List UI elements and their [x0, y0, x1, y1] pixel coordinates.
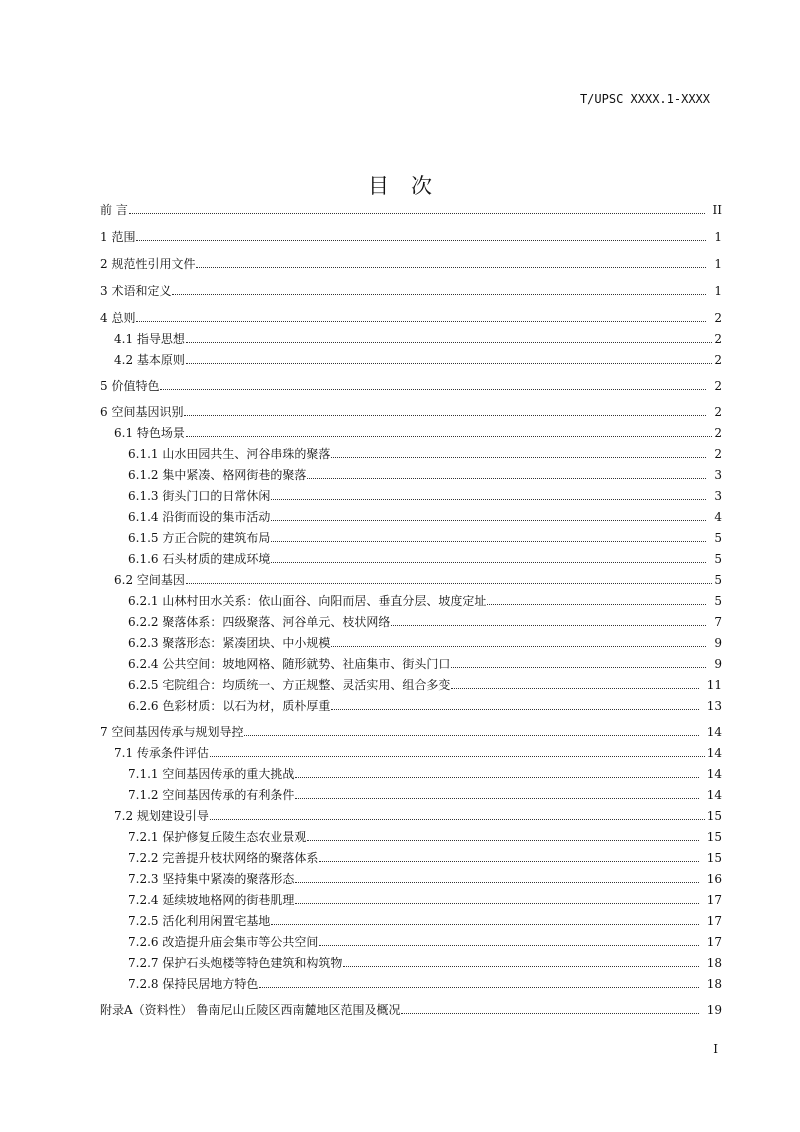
- toc-entry[interactable]: [128, 974, 722, 992]
- toc-entry[interactable]: [128, 911, 722, 929]
- toc-leader-dots: [307, 839, 698, 841]
- toc-entry[interactable]: [114, 423, 722, 441]
- toc-leader-dots: [319, 944, 698, 946]
- toc-entry-label: 7.2.6 改造提升庙会集市等公共空间: [128, 935, 319, 949]
- toc-entry[interactable]: [100, 308, 722, 326]
- toc-entry-label: 7.2.7 保护石头炮楼等特色建筑和构筑物: [128, 956, 343, 970]
- toc-leader-dots: [331, 645, 706, 647]
- toc-entry[interactable]: [128, 764, 722, 782]
- toc-entry-label: 5 价值特色: [100, 379, 160, 393]
- toc-entry-label: 6.1.5 方正合院的建筑布局: [128, 531, 271, 545]
- toc-leader-dots: [271, 923, 698, 925]
- toc-entry[interactable]: [114, 350, 722, 368]
- toc-entry-page: 4: [714, 510, 722, 524]
- toc-entry-label: 3 术语和定义: [100, 284, 172, 298]
- toc-leader-dots: [271, 561, 706, 563]
- toc-entry-page: 14: [706, 746, 722, 760]
- toc-entry[interactable]: [100, 722, 722, 740]
- toc-entry-page: 2: [714, 379, 722, 393]
- toc-entry-page: 15: [706, 830, 722, 844]
- toc-entry-page: 17: [706, 893, 722, 907]
- toc-entry-label: 6.2.1 山林村田水关系：依山面谷、向阳而居、垂直分层、坡度定址: [128, 594, 487, 608]
- toc-entry[interactable]: [114, 570, 722, 588]
- toc-title: 目次: [368, 174, 454, 198]
- toc-entry[interactable]: [100, 402, 722, 420]
- toc-entry-label: 6.1.4 沿街而设的集市活动: [128, 510, 271, 524]
- toc-entry-page: 15: [706, 809, 722, 823]
- toc-leader-dots: [271, 498, 706, 500]
- toc-leader-dots: [295, 902, 698, 904]
- toc-entry-label: 7.1.1 空间基因传承的重大挑战: [128, 767, 295, 781]
- toc-leader-dots: [160, 388, 706, 390]
- toc-entry[interactable]: [128, 654, 722, 672]
- toc-entry-page: 7: [714, 615, 722, 629]
- toc-entry[interactable]: [100, 376, 722, 394]
- toc-entry-page: 14: [706, 767, 722, 781]
- toc-entry-label: 6.1.6 石头材质的建成环境: [128, 552, 271, 566]
- toc-entry-page: 2: [714, 426, 722, 440]
- page-number: I: [713, 1042, 718, 1056]
- toc-leader-dots: [307, 477, 706, 479]
- toc-entry-label: 6.1.1 山水田园共生、河谷串珠的聚落: [128, 447, 331, 461]
- toc-leader-dots: [331, 456, 706, 458]
- toc-leader-dots: [319, 860, 698, 862]
- toc-entry-label: 前 言: [100, 203, 128, 217]
- toc-leader-dots: [186, 435, 712, 437]
- toc-leader-dots: [271, 519, 706, 521]
- toc-leader-dots: [186, 341, 712, 343]
- toc-leader-dots: [172, 293, 706, 295]
- toc-entry-label: 4 总则: [100, 311, 136, 325]
- toc-entry-page: 3: [714, 489, 722, 503]
- toc-entry[interactable]: [100, 1000, 722, 1018]
- toc-entry-page: 17: [706, 914, 722, 928]
- toc-entry[interactable]: [128, 612, 722, 630]
- toc-entry-page: 2: [714, 405, 722, 419]
- toc-entry-page: 1: [714, 230, 722, 244]
- toc-entry-label: 6.2.4 公共空间：坡地网格、随形就势、社庙集市、街头门口: [128, 657, 451, 671]
- toc-entry[interactable]: [100, 281, 722, 299]
- toc-entry[interactable]: [128, 444, 722, 462]
- toc-entry-label: 7.2.5 活化利用闲置宅基地: [128, 914, 271, 928]
- toc-entry[interactable]: [128, 953, 722, 971]
- toc-entry-page: 16: [706, 872, 722, 886]
- toc-entry-label: 6.2.3 聚落形态：紧凑团块、中小规模: [128, 636, 331, 650]
- toc-entry[interactable]: [128, 465, 722, 483]
- toc-entry-page: 18: [706, 977, 722, 991]
- toc-entry-page: 18: [706, 956, 722, 970]
- toc-leader-dots: [401, 1012, 698, 1014]
- toc-entry-page: 1: [714, 284, 722, 298]
- toc-entry-label: 1 范围: [100, 230, 136, 244]
- toc-entry[interactable]: [128, 507, 722, 525]
- toc-entry-label: 7 空间基因传承与规划导控: [100, 725, 244, 739]
- toc-entry-page: 2: [714, 311, 722, 325]
- toc-entry-page: II: [712, 203, 722, 217]
- toc-entry-label: 6 空间基因识别: [100, 405, 184, 419]
- toc-entry[interactable]: [128, 675, 722, 693]
- toc-entry[interactable]: [128, 528, 722, 546]
- toc-entry[interactable]: [128, 785, 722, 803]
- toc-entry-page: 5: [714, 552, 722, 566]
- toc-entry[interactable]: [128, 633, 722, 651]
- toc-entry-page: 13: [706, 699, 722, 713]
- toc-leader-dots: [184, 414, 706, 416]
- toc-entry[interactable]: [114, 806, 722, 824]
- toc-leader-dots: [391, 624, 706, 626]
- toc-entry[interactable]: [128, 848, 722, 866]
- toc-entry-label: 6.2.6 色彩材质：以石为材，质朴厚重: [128, 699, 331, 713]
- toc-leader-dots: [136, 239, 706, 241]
- toc-entry[interactable]: [128, 890, 722, 908]
- toc-entry[interactable]: [128, 486, 722, 504]
- toc-entry[interactable]: [128, 932, 722, 950]
- toc-entry-page: 3: [714, 468, 722, 482]
- toc-entry-label: 7.2.2 完善提升枝状网络的聚落体系: [128, 851, 319, 865]
- toc-leader-dots: [259, 986, 698, 988]
- toc-entry-page: 9: [714, 657, 722, 671]
- toc-entry[interactable]: [128, 591, 722, 609]
- toc-entry-page: 2: [714, 332, 722, 346]
- toc-entry-page: 5: [714, 594, 722, 608]
- toc-entry-page: 14: [706, 725, 722, 739]
- toc-entry-page: 9: [714, 636, 722, 650]
- toc-entry-label: 附录A（资料性） 鲁南尼山丘陵区西南麓地区范围及概况: [100, 1003, 401, 1017]
- toc-entry-label: 6.2 空间基因: [114, 573, 185, 587]
- toc-leader-dots: [186, 362, 712, 364]
- toc-entry[interactable]: [128, 869, 722, 887]
- toc-leader-dots: [331, 708, 698, 710]
- toc-entry[interactable]: [100, 227, 722, 245]
- toc-entry[interactable]: [100, 254, 722, 272]
- toc-leader-dots: [210, 755, 705, 757]
- toc-entry-label: 7.2.1 保护修复丘陵生态农业景观: [128, 830, 307, 844]
- toc-entry-page: 2: [714, 447, 722, 461]
- toc-entry-page: 14: [706, 788, 722, 802]
- toc-entry-label: 7.2.3 坚持集中紧凑的聚落形态: [128, 872, 295, 886]
- toc-entry[interactable]: [114, 743, 722, 761]
- toc-leader-dots: [295, 881, 698, 883]
- toc-entry-label: 6.2.2 聚落体系：四级聚落、河谷单元、枝状网络: [128, 615, 391, 629]
- toc-entry-label: 7.2.4 延续坡地格网的街巷肌理: [128, 893, 295, 907]
- toc-entry[interactable]: [114, 329, 722, 347]
- toc-entry-label: 7.2.8 保持民居地方特色: [128, 977, 259, 991]
- toc-entry-label: 7.1.2 空间基因传承的有利条件: [128, 788, 295, 802]
- toc-entry[interactable]: [128, 549, 722, 567]
- toc-entry-page: 5: [714, 573, 722, 587]
- toc-entry-page: 2: [714, 353, 722, 367]
- toc-entry-page: 1: [714, 257, 722, 271]
- toc-leader-dots: [186, 582, 712, 584]
- toc-leader-dots: [295, 776, 698, 778]
- document-code: T/UPSC XXXX.1-XXXX: [579, 92, 710, 106]
- toc-entry-label: 4.2 基本原则: [114, 353, 185, 367]
- toc-entry[interactable]: [128, 696, 722, 714]
- toc-entry-label: 2 规范性引用文件: [100, 257, 196, 271]
- toc-leader-dots: [129, 212, 705, 214]
- toc-entry-label: 7.2 规划建设引导: [114, 809, 209, 823]
- toc-leader-dots: [343, 965, 698, 967]
- toc-entry-label: 6.1.3 街头门口的日常休闲: [128, 489, 271, 503]
- toc-entry-page: 19: [706, 1003, 722, 1017]
- toc-leader-dots: [451, 687, 698, 689]
- toc-leader-dots: [210, 818, 705, 820]
- toc-leader-dots: [271, 540, 706, 542]
- toc-leader-dots: [487, 603, 706, 605]
- toc-entry-label: 6.1 特色场景: [114, 426, 185, 440]
- toc-entry-page: 17: [706, 935, 722, 949]
- toc-leader-dots: [244, 734, 698, 736]
- toc-entry-label: 4.1 指导思想: [114, 332, 185, 346]
- toc-leader-dots: [295, 797, 698, 799]
- toc-entry[interactable]: [128, 827, 722, 845]
- toc-entry[interactable]: [100, 200, 722, 218]
- toc-entry-page: 11: [706, 678, 722, 692]
- toc-leader-dots: [451, 666, 706, 668]
- toc-entry-page: 15: [706, 851, 722, 865]
- toc-leader-dots: [196, 266, 706, 268]
- toc-entry-label: 6.1.2 集中紧凑、格网街巷的聚落: [128, 468, 307, 482]
- toc-entry-page: 5: [714, 531, 722, 545]
- toc-leader-dots: [136, 320, 706, 322]
- toc-entry-label: 6.2.5 宅院组合：均质统一、方正规整、灵活实用、组合多变: [128, 678, 451, 692]
- toc-entry-label: 7.1 传承条件评估: [114, 746, 209, 760]
